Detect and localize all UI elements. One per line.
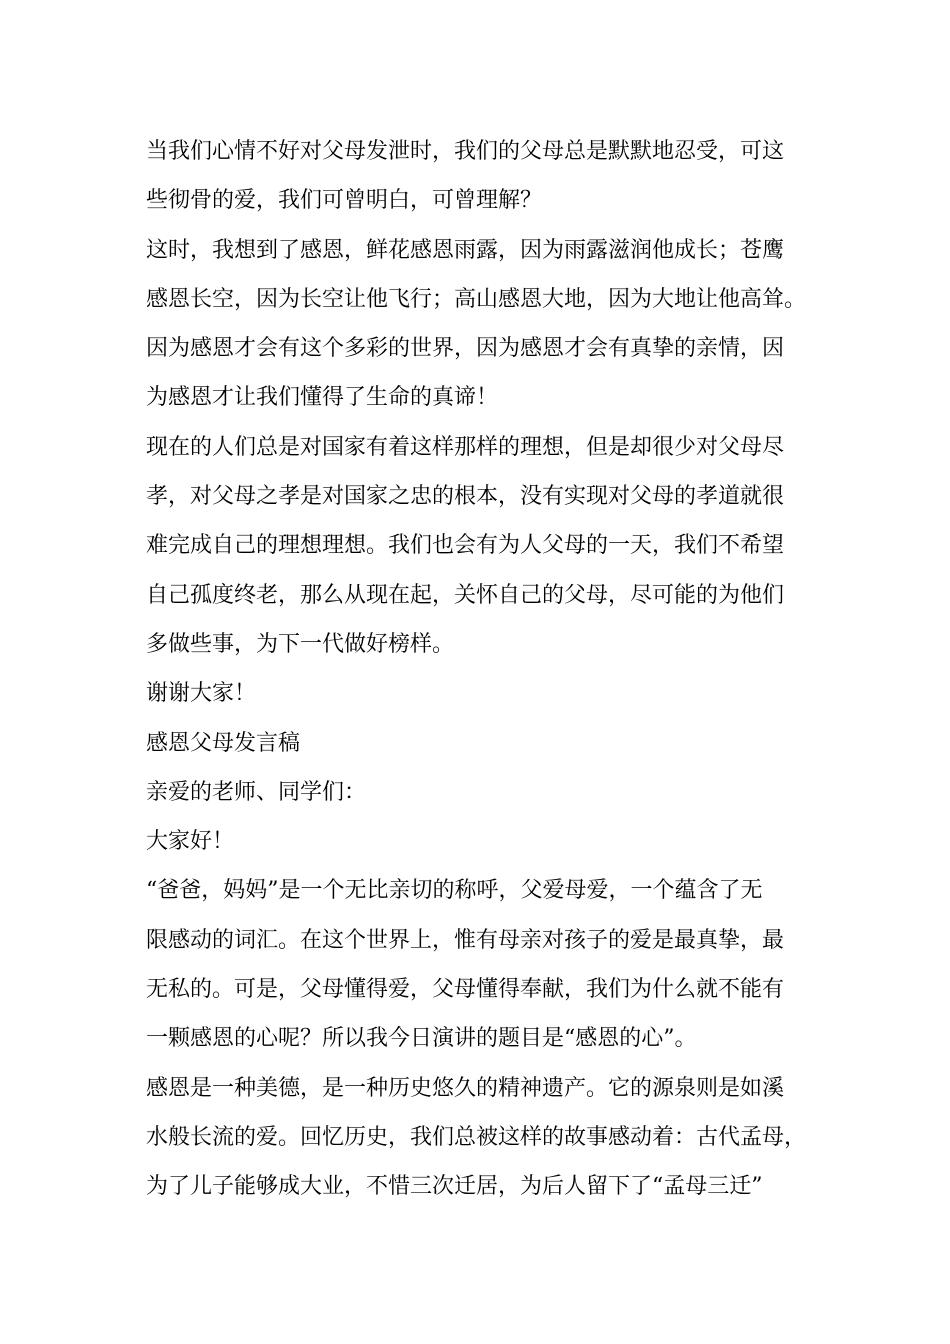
text-line: 为了儿子能够成大业，不惜三次迁居，为后人留下了“孟母三迁”: [146, 1174, 763, 1200]
text-line: 水般长流的爱。回忆历史，我们总被这样的故事感动着：古代孟母，: [146, 1124, 807, 1150]
text-line: 谢谢大家！: [146, 681, 257, 707]
document-body: [146, 127, 826, 1212]
text-line: 这时，我想到了感恩，鲜花感恩雨露，因为雨露滋润他成长；苍鹰: [146, 237, 785, 263]
text-line: 多做些事，为下一代做好榜样。: [146, 631, 455, 657]
text-line: 些彻骨的爱，我们可曾明白，可曾理解？: [146, 188, 543, 214]
text-line: 亲爱的老师、同学们：: [146, 779, 367, 805]
section-title: 感恩父母发言稿: [146, 730, 301, 756]
text-line: 感恩长空，因为长空让他飞行；高山感恩大地，因为大地让他高耸。: [146, 286, 807, 312]
text-line: 因为感恩才会有这个多彩的世界，因为感恩才会有真挚的亲情，因: [146, 336, 785, 362]
text-line: 大家好！: [146, 829, 235, 855]
text-line: 感恩是一种美德，是一种历史悠久的精神遗产。它的源泉则是如溪: [146, 1075, 785, 1101]
text-line: “爸爸，妈妈”是一个无比亲切的称呼，父爱母爱，一个蕴含了无: [146, 878, 763, 904]
text-line: 无私的。可是，父母懂得爱，父母懂得奉献，我们为什么就不能有: [146, 977, 785, 1003]
text-line: 难完成自己的理想理想。我们也会有为人父母的一天，我们不希望: [146, 533, 785, 559]
text-line: 限感动的词汇。在这个世界上，惟有母亲对孩子的爱是最真挚，最: [146, 927, 785, 953]
text-line: 孝，对父母之孝是对国家之忠的根本，没有实现对父母的孝道就很: [146, 484, 785, 510]
text-line: 现在的人们总是对国家有着这样那样的理想，但是却很少对父母尽: [146, 434, 785, 460]
text-line: 一颗感恩的心呢？所以我今日演讲的题目是“感恩的心”。: [146, 1026, 697, 1052]
text-line: 为感恩才让我们懂得了生命的真谛！: [146, 385, 499, 411]
text-line: 自己孤度终老，那么从现在起，关怀自己的父母，尽可能的为他们: [146, 582, 785, 608]
text-line: 当我们心情不好对父母发泄时，我们的父母总是默默地忍受，可这: [146, 139, 785, 164]
